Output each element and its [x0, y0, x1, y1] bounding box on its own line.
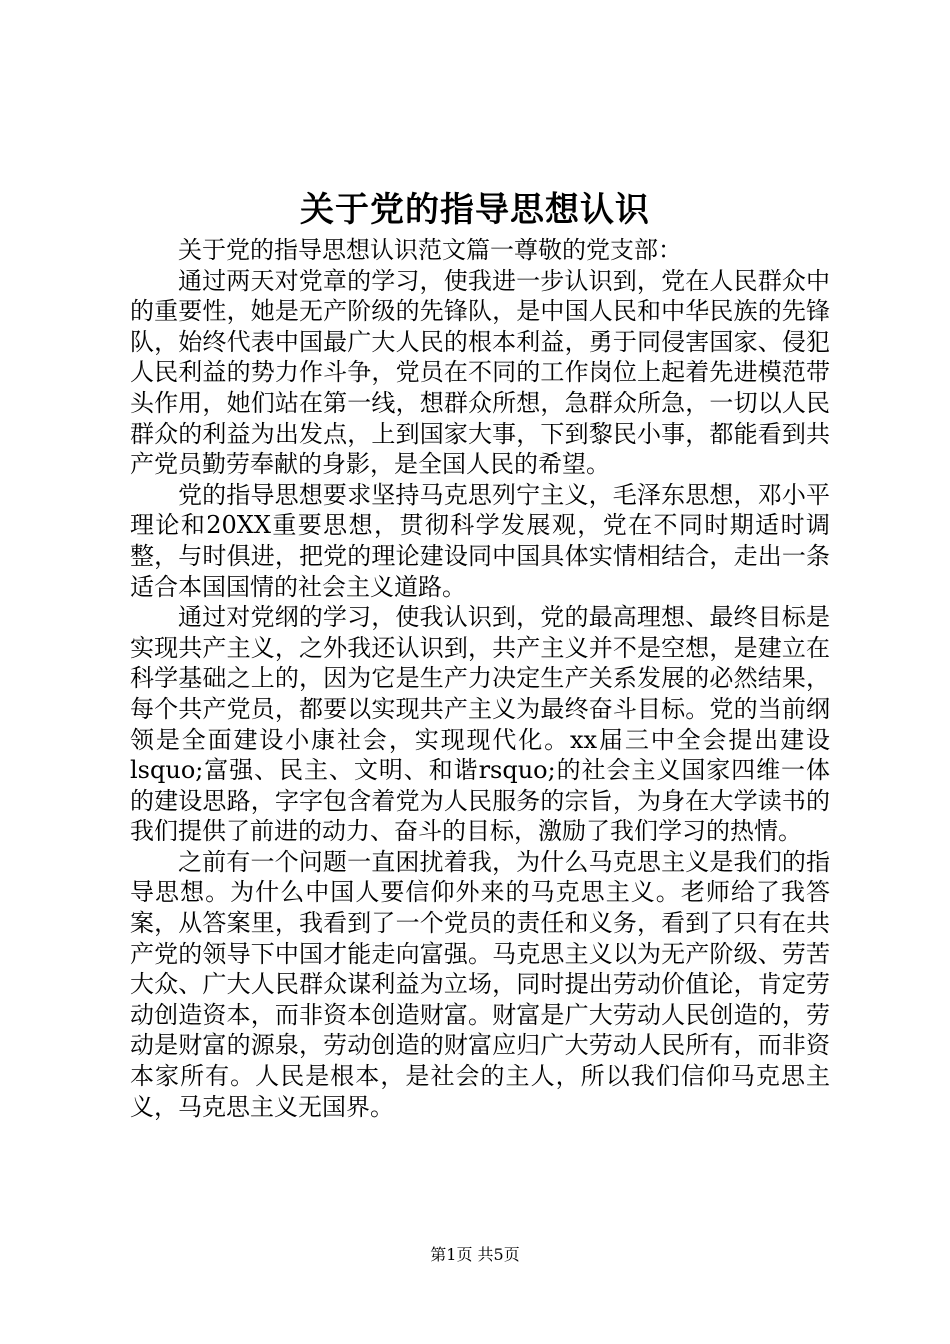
document-title: 关于党的指导思想认识: [300, 190, 650, 230]
document-body: [130, 235, 830, 1122]
paragraph-3: 通过对党纲的学习，使我认识到，党的最高理想、最终目标是实现共产主义，之外我还认识到，共产主义并不是空想，是建立在科学基础之上的，因为它是生产力决定生产关系发展的必然结果，每个共产党员，都要以实现共产主义为最终奋斗目标。党的当前纲领是全面建设小康社会，实现现代化。xx届三中全会提出建设lsquo;富强、民主、文明、和谐rsquo;的社会主义国家四维一体的建设思路，字字包含着党为人民服务的宗旨，为身在大学读书的我们提供了前进的动力、奋斗的目标，激励了我们学习的热情。: [130, 603, 830, 846]
page-footer: 第1页 共5页: [430, 1245, 520, 1264]
paragraph-salutation: 关于党的指导思想认识范文篇一尊敬的党支部：: [178, 236, 682, 264]
paragraph-2: 党的指导思想要求坚持马克思列宁主义，毛泽东思想，邓小平理论和20XX重要思想，贯彻科学发展观，党在不同时期适时调整，与时俱进，把党的理论建设同中国具体实情相结合，走出一条适合本国国情的社会主义道路。: [130, 480, 830, 601]
paragraph-1: 通过两天对党章的学习，使我进一步认识到，党在人民群众中的重要性，她是无产阶级的先锋队，是中国人民和中华民族的先锋队，始终代表中国最广大人民的根本利益，勇于同侵害国家、侵犯人民利益的势力作斗争，党员在不同的工作岗位上起着先进模范带头作用，她们站在第一线，想群众所想，急群众所急，一切以人民群众的利益为出发点，上到国家大事，下到黎民小事，都能看到共产党员勤劳奉献的身影，是全国人民的希望。: [130, 266, 830, 479]
paragraph-4: 之前有一个问题一直困扰着我，为什么马克思主义是我们的指导思想。为什么中国人要信仰外来的马克思主义。老师给了我答案，从答案里，我看到了一个党员的责任和义务，看到了只有在共产党的领导下中国才能走向富强。马克思主义以为无产阶级、劳苦大众、广大人民群众谋利益为立场，同时提出劳动价值论，肯定劳动创造资本，而非资本创造财富。财富是广大劳动人民创造的，劳动是财富的源泉，劳动创造的财富应归广大劳动人民所有，而非资本家所有。人民是根本，是社会的主人，所以我们信仰马克思主义，马克思主义无国界。: [130, 847, 830, 1121]
